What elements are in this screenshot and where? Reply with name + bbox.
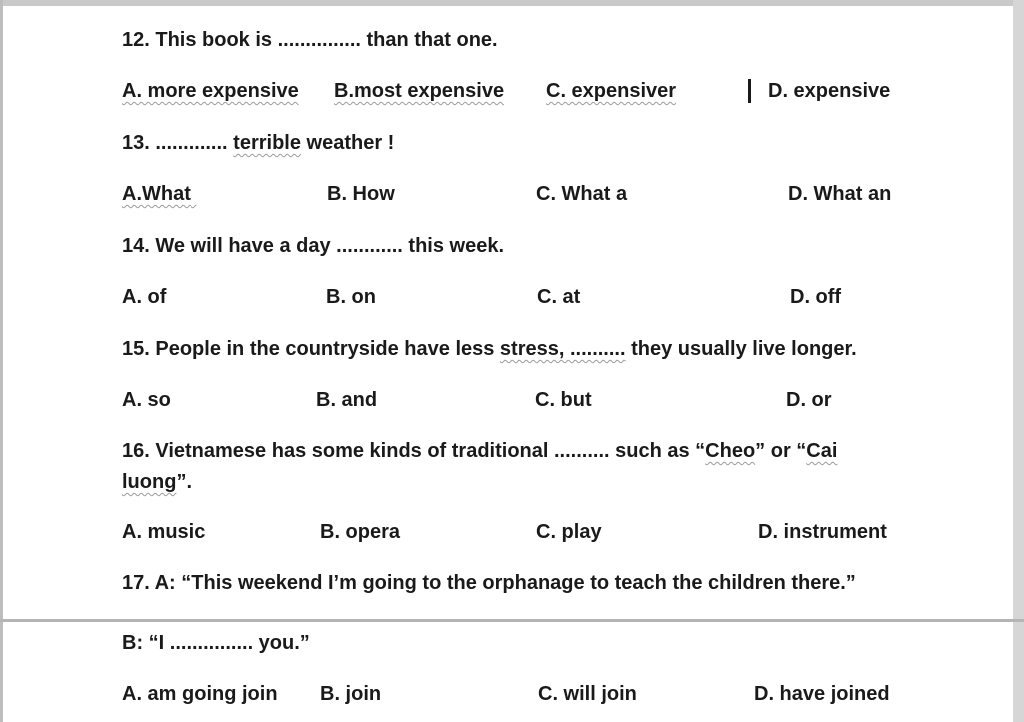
spellcheck-underline: A. more expensive (122, 80, 299, 102)
question-16-option-a: A. music (122, 521, 206, 543)
question-17-option-a: A. am going join (122, 683, 278, 705)
question-13-option-b: B. How (327, 183, 395, 205)
spellcheck-underline: Cai (806, 440, 838, 462)
question-15-option-b: B. and (316, 389, 378, 411)
question-17-option-d: D. have joined (754, 683, 890, 705)
question-15-stem: 15. People in the countryside have less stress, .......... they usually live longer. (122, 338, 857, 360)
question-16-stem: 16. Vietnamese has some kinds of traditional .......... such as “Cheo” or “Cai luong”. (122, 440, 838, 493)
window-top-border (0, 0, 1024, 6)
window-left-border (0, 0, 3, 722)
question-13-stem: 13. ............. terrible weather ! (122, 132, 395, 154)
spellcheck-underline: terrible (233, 132, 301, 154)
question-13-option-a (122, 181, 343, 207)
window-right-border (1013, 0, 1024, 722)
question-14-option-d: D. off (790, 286, 842, 308)
question-16-option-d: D. instrument (758, 521, 887, 543)
question-15-option-d: D. or (786, 389, 832, 411)
spellcheck-underline: B.most expensive (334, 80, 505, 102)
question-17-option-b: B. join (320, 683, 382, 705)
spellcheck-underline (191, 181, 343, 207)
spellcheck-underline: A.What (122, 183, 191, 205)
spellcheck-underline: luong (122, 471, 177, 493)
page-break-divider (0, 619, 1024, 622)
question-15-option-a: A. so (122, 389, 171, 411)
question-12-option-c (546, 78, 676, 104)
question-17-line-a: 17. A: “This weekend I’m going to the orphanage to teach the children there.” (122, 572, 856, 594)
question-12-option-d: D. expensive (768, 80, 891, 102)
question-12-option-b (334, 78, 504, 104)
question-13-option-d: D. What an (788, 183, 892, 205)
question-13-option-c: C. What a (536, 183, 628, 205)
text-cursor (748, 79, 751, 103)
question-16-option-c: C. play (536, 521, 602, 543)
spellcheck-underline: C. expensiver (546, 80, 677, 102)
question-14-option-a: A. of (122, 286, 167, 308)
spellcheck-underline: stress, .......... (499, 338, 626, 360)
question-12-stem: 12. This book is ............... than that one. (122, 29, 498, 51)
question-14-stem: 14. We will have a day ............ this week. (122, 235, 505, 257)
question-14-option-b: B. on (326, 286, 376, 308)
question-16-option-b: B. opera (320, 521, 401, 543)
question-12-option-a (122, 78, 299, 104)
question-17-option-c: C. will join (538, 683, 637, 705)
question-14-option-c: C. at (537, 286, 581, 308)
question-17-line-b: B: “I ............... you.” (122, 632, 310, 654)
spellcheck-underline: Cheo (705, 440, 756, 462)
question-15-option-c: C. but (535, 389, 592, 411)
